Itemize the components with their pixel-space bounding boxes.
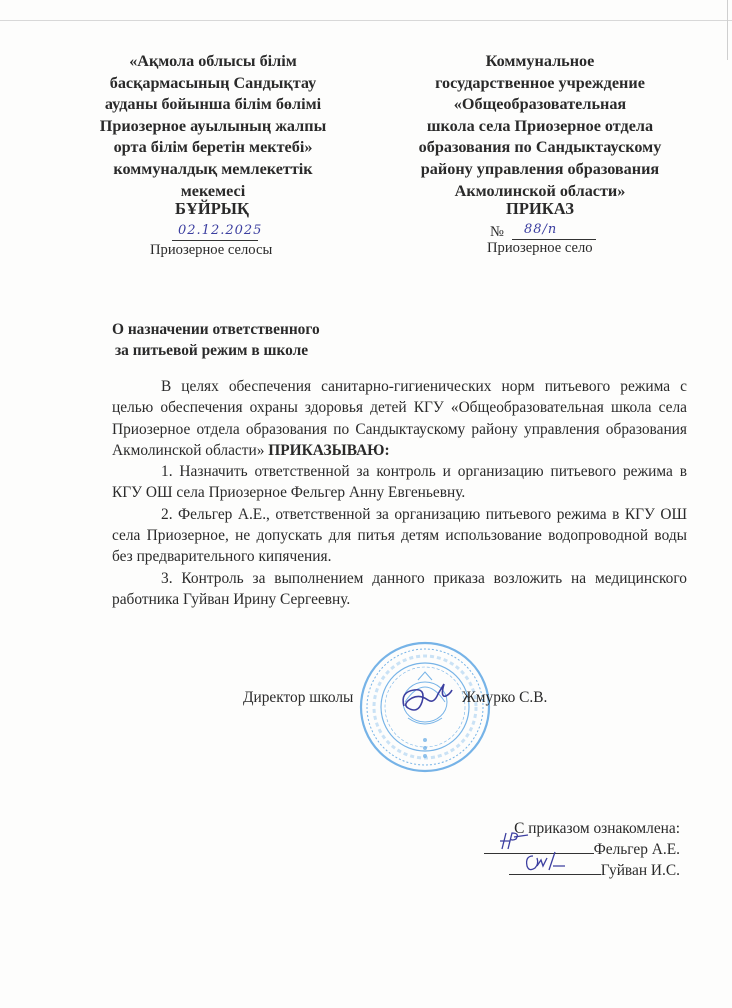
header-ru-line: государственное учреждение (435, 73, 645, 92)
director-name: Жмурко С.В. (462, 689, 548, 706)
header-kz-line: Приозерное ауылының жалпы (99, 116, 327, 135)
director-signature-icon (398, 682, 454, 718)
header-kz (82, 51, 344, 202)
handwritten-signature-icon (498, 829, 538, 851)
acknowledgment-heading: С приказом ознакомлена: (514, 820, 680, 837)
order-number-field (490, 224, 600, 240)
director-label: Директор школы (243, 689, 354, 706)
handwritten-date: 02.12.2025 (178, 223, 263, 238)
header-ru-line: образования по Сандыктаускому (418, 138, 662, 157)
order-item: 2. Фельгер А.Е., ответственной за организацию питьевого режима в КГУ ОШ села Приозерное, не допускать для питья детям использование водопроводной воды без предварительного кипячения. (112, 505, 687, 566)
order-item: 1. Назначить ответственной за контроль и организацию питьевого режима в КГУ ОШ села Приозерное Фельгер Анну Евгеньевну. (112, 463, 687, 502)
header-ru-line: району управления образования (420, 159, 660, 178)
order-item: 3. Контроль за выполнением данного приказа возложить на медицинского работника Гуйван Ирину Сергеевну. (112, 569, 687, 608)
header-ru-line: «Общеобразовательная (453, 95, 627, 114)
acknowledgment-block (484, 819, 680, 881)
header-kz-line: орта білім беретін мектебі» (113, 138, 313, 157)
header-ru-line: Коммунальное (485, 52, 595, 70)
intro-text: В целях обеспечения санитарно-гигиенических норм питьевого режима с целью обеспечения охраны здоровья детей КГУ «Общеобразовательная школа села Приозерное отдела образования по Сандыктаускому району управления образования Акмолинской области» (112, 378, 687, 459)
header-ru-line: Акмолинской области» (454, 181, 626, 200)
order-date-field (172, 223, 263, 241)
header-kz-line: басқармасының Сандықтау (109, 73, 317, 92)
number-sign: № (490, 224, 504, 240)
signature-line (509, 860, 601, 875)
intro-paragraph (112, 376, 687, 461)
order-body (112, 376, 687, 610)
order-title-line: О назначении ответственного (112, 321, 320, 338)
handwritten-signature-icon (523, 850, 567, 872)
order-word-ru: ПРИКАЗ (506, 199, 574, 218)
handwritten-number: 88/п (524, 222, 558, 237)
header-ru-line: школа села Приозерное отдела (426, 116, 654, 135)
header-kz-line: мекемесі (180, 181, 246, 200)
order-word-kz: БҰЙРЫҚ (175, 199, 249, 218)
header-kz-line: коммуналдық мемлекеттік (113, 159, 313, 178)
acknowledgment-person: Фельгер А.Е. (593, 841, 680, 858)
order-directive: ПРИКАЗЫВАЮ: (268, 441, 390, 459)
header-ru (404, 51, 676, 202)
acknowledgment-row (484, 860, 680, 881)
order-title (112, 319, 320, 361)
order-title-line: за питьевой режим в школе (115, 342, 309, 359)
scan-edge-line (727, 0, 728, 60)
header-kz-line: «Ақмола облысы білім (129, 52, 297, 70)
village-kz: Приозерное селосы (150, 242, 273, 258)
acknowledgment-row (484, 839, 680, 860)
number-underline (512, 224, 596, 240)
scan-edge-line (0, 20, 732, 21)
acknowledgment-person: Гуйван И.С. (600, 862, 680, 879)
village-ru: Приозерное село (487, 240, 593, 256)
header-kz-line: ауданы бойынша білім бөлімі (104, 95, 322, 114)
